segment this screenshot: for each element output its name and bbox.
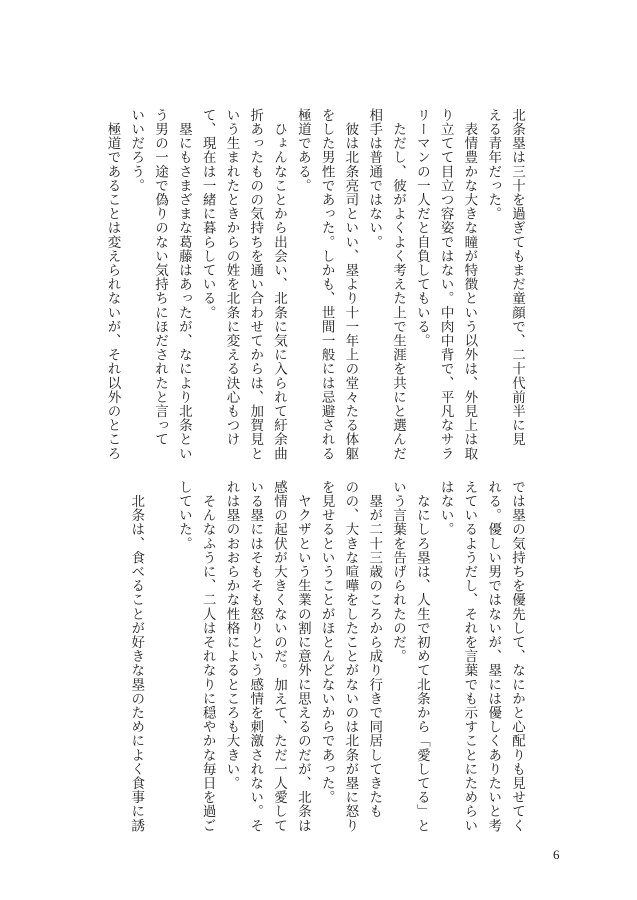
text-column: のの、大きな喧嘩をしたことがないのは北条が塁に怒り — [342, 480, 359, 833]
text-column: ひょんなことから出会い、北条に気に入られて紆余曲 — [271, 108, 288, 461]
text-column: リーマンの一人だと自負してもいる。 — [413, 108, 430, 348]
text-column: 塁にもさまざまな葛藤はあったが、なにより北条とい — [175, 108, 192, 461]
text-column: していた。 — [175, 480, 192, 551]
page-number: 6 — [553, 847, 560, 862]
text-column: 北条は、食べることが好きな塁のためによく食事に誘 — [128, 480, 145, 833]
text-column: 彼は北条亮司といい、塁より十一年上の堂々たる体躯 — [342, 108, 359, 461]
text-column: れる。優しい男ではないが、塁には優しくありたいと考 — [485, 480, 502, 833]
text-column: 相手は普通ではない。 — [366, 108, 383, 249]
text-column: いる塁にはそもそも怒りという感情を刺激されない。そ — [247, 480, 264, 833]
text-column: ただし、彼がよくよく考えた上で生涯を共にと選んだ — [390, 108, 407, 461]
text-column: える青年だった。 — [485, 108, 502, 221]
text-column: をした男性であった。しかも、世間一般には忌避される — [318, 108, 335, 461]
text-column: 極道であることは変えられないが、それ以外のところ — [104, 108, 121, 461]
text-column: う男の一途で偽りのない気持ちにほだされたと言って — [152, 108, 169, 447]
text-column: れは塁のおおらかな性格によるところも大きい。 — [223, 480, 240, 791]
text-column: 北条塁は三十を過ぎてもまだ童顔で、二十代前半に見 — [509, 108, 525, 447]
text-column: いう生まれたときからの姓を北条に変える決心もつけ — [223, 108, 240, 447]
text-column: では塁の気持ちを優先して、なにかと心配りも見せてく — [509, 480, 525, 833]
text-column: り立てて目立つ容姿ではない。中肉中背で、平凡なサラ — [437, 108, 454, 461]
text-column: いいだろう。 — [128, 108, 145, 193]
text-column: いう言葉を告げられたのだ。 — [390, 480, 407, 664]
top-text-block — [104, 108, 528, 461]
text-column — [147, 480, 171, 818]
text-column: そんなふうに、二人はそれなりに穏やかな毎日を過ご — [199, 480, 216, 833]
text-column: を見せるということがほとんどないからであった。 — [318, 480, 335, 805]
text-column: 表情豊かな大きな瞳が特徴という以外は、外見上は取 — [461, 108, 478, 461]
text-column: えているようだし、それを言葉でも示すことにためらい — [461, 480, 478, 833]
text-column: 塁が二十三歳のころから成り行きで同居してきたも — [366, 480, 383, 819]
text-column: 感情の起伏が大きくないのだ。加えて、ただ一人愛して — [271, 480, 288, 833]
text-column: て、現在は一緒に暮らしている。 — [199, 108, 216, 320]
text-column: 折あったものの気持ちを通い合わせてからは、加賀見と — [247, 108, 264, 461]
text-column: 極道である。 — [294, 108, 311, 193]
text-column: なにしろ塁は、人生で初めて北条から「愛してる」と — [413, 480, 430, 833]
text-column: はない。 — [437, 480, 454, 537]
bottom-text-block — [128, 480, 528, 833]
text-column: ヤクザという生業の割に意外に思えるのだが、北条は — [294, 480, 311, 833]
